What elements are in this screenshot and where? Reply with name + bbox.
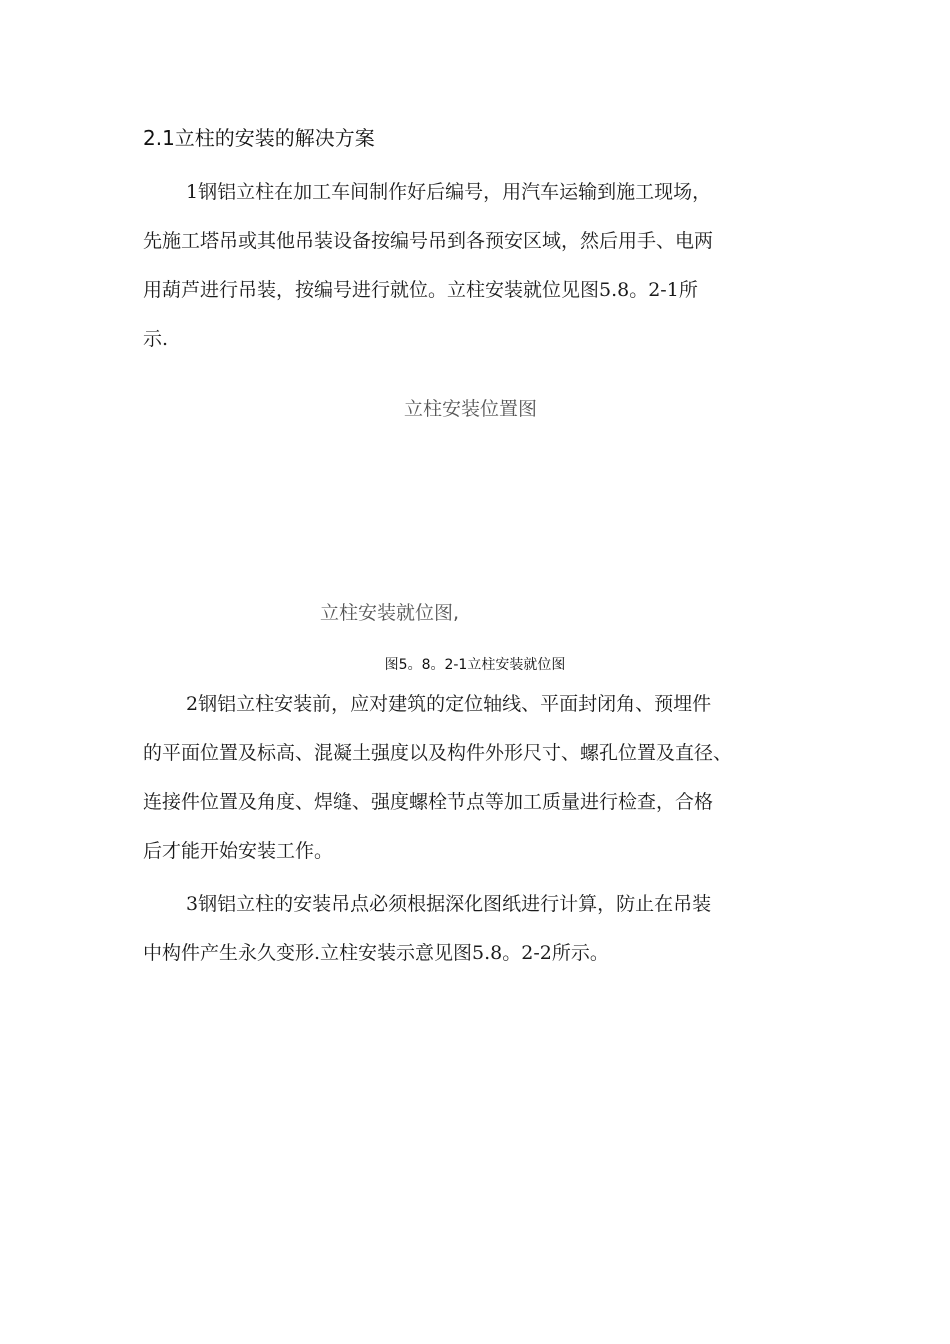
figure-caption: 图5。8。2-1立柱安装就位图 bbox=[384, 657, 566, 673]
paragraph-line: 1钢铝立柱在加工车间制作好后编号，用汽车运输到施工现场， bbox=[186, 181, 712, 203]
figure-label-bottom: 立柱安装就位图, bbox=[320, 602, 460, 624]
paragraph-line: 后才能开始安装工作。 bbox=[143, 840, 334, 862]
paragraph-3 bbox=[143, 880, 843, 978]
paragraph-line: 先施工塔吊或其他吊装设备按编号吊到各预安区域，然后用手、电两 bbox=[143, 230, 714, 252]
paragraph-line: 用葫芦进行吊装，按编号进行就位。立柱安装就位见图5.8。2-1所 bbox=[143, 279, 698, 301]
figure-label-top: 立柱安装位置图 bbox=[404, 398, 538, 420]
paragraph-1 bbox=[143, 168, 843, 364]
paragraph-line: 3钢铝立柱的安装吊点必须根据深化图纸进行计算，防止在吊装 bbox=[186, 893, 712, 915]
paragraph-line: 示. bbox=[143, 328, 169, 350]
section-heading: 2.1立柱的安装的解决方案 bbox=[143, 126, 375, 150]
paragraph-line: 的平面位置及标高、混凝土强度以及构件外形尺寸、螺孔位置及直径、 bbox=[143, 742, 733, 764]
paragraph-line: 2钢铝立柱安装前，应对建筑的定位轴线、平面封闭角、预埋件 bbox=[186, 693, 712, 715]
paragraph-line: 中构件产生永久变形.立柱安装示意见图5.8。2-2所示。 bbox=[143, 942, 609, 964]
paragraph-line: 连接件位置及角度、焊缝、强度螺栓节点等加工质量进行检查，合格 bbox=[143, 791, 714, 813]
paragraph-2 bbox=[143, 680, 843, 876]
